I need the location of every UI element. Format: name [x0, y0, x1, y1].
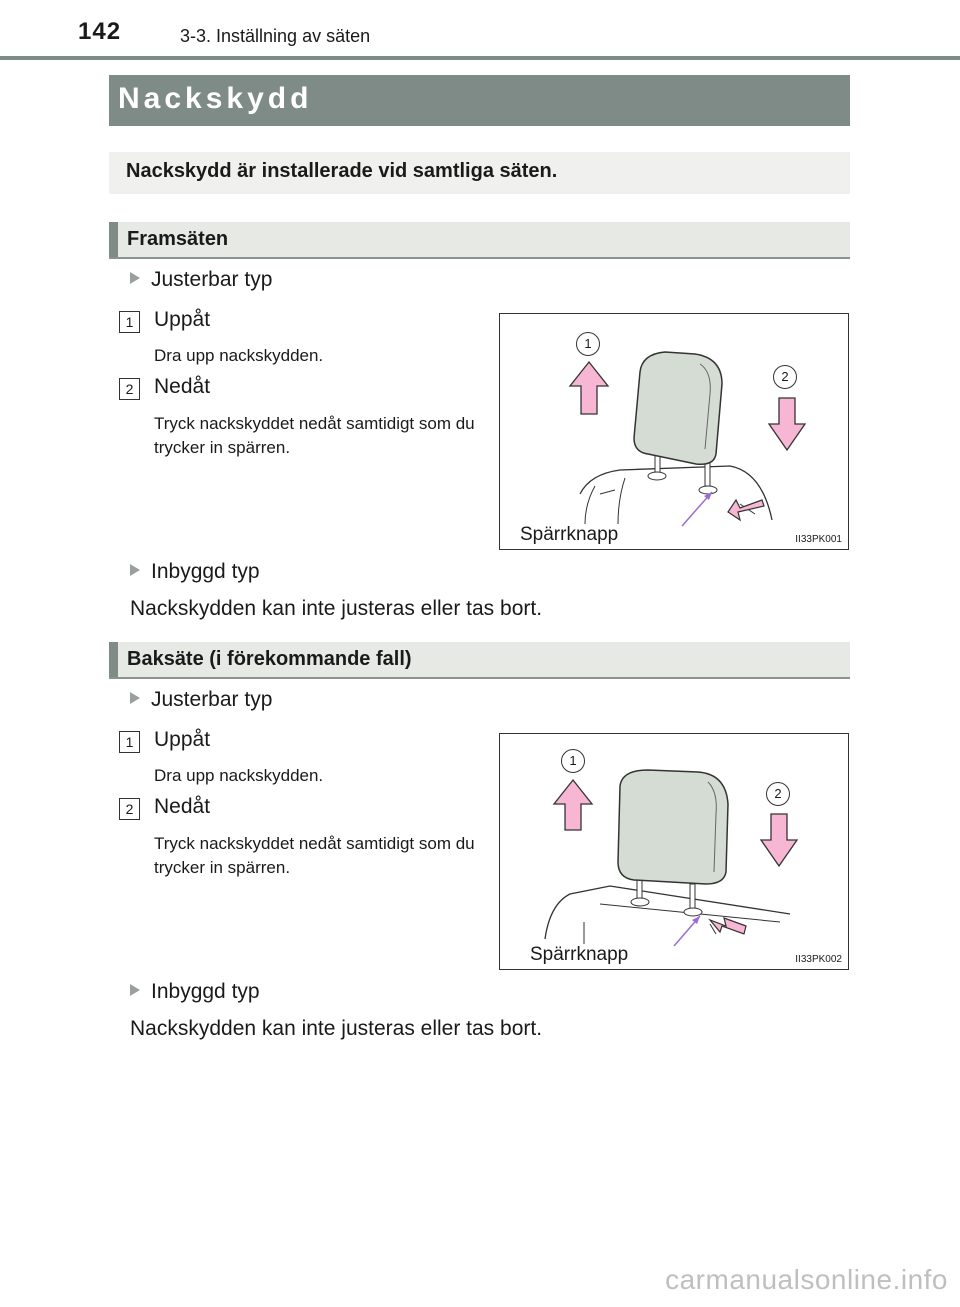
section-header-front-seats [109, 222, 850, 259]
figure-code: II33PK002 [795, 954, 842, 965]
figure-front-headrest [499, 313, 849, 550]
item-desc-down: Tryck nackskyddet nedåt samtidigt som du trycker in spärren. [154, 834, 475, 877]
callout-1: 1 [561, 749, 585, 773]
bullet-builtin-type: Inbyggd typ [130, 980, 260, 1004]
rear-headrest-illustration [500, 734, 849, 970]
section-heading: Baksäte (i förekommande fall) [127, 648, 412, 670]
front-headrest-illustration [500, 314, 849, 550]
item-title-down: Nedåt [154, 375, 211, 398]
page-number: 142 [78, 18, 122, 45]
item-title-down: Nedåt [154, 795, 211, 818]
builtin-text: Nackskydden kan inte justeras eller tas bort. [130, 1017, 543, 1040]
callout-2: 2 [773, 365, 797, 389]
item-desc-up: Dra upp nackskydden. [154, 766, 324, 785]
item-desc-down: Tryck nackskyddet nedåt samtidigt som du trycker in spärren. [154, 414, 475, 457]
item-number-badge: 1 [119, 731, 140, 753]
bullet-builtin-type: Inbyggd typ [130, 560, 260, 584]
section-heading: Framsäten [127, 228, 229, 250]
item-title-up: Uppåt [154, 728, 211, 751]
chapter-title: 3-3. Inställning av säten [180, 26, 371, 46]
triangle-bullet-icon [130, 564, 140, 576]
page-title: Nackskydd [118, 82, 313, 115]
triangle-bullet-icon [130, 692, 140, 704]
intro-box [109, 152, 850, 194]
title-banner [109, 75, 850, 126]
item-number-badge: 2 [119, 378, 140, 400]
item-desc-up: Dra upp nackskydden. [154, 346, 324, 365]
header-divider [0, 56, 960, 60]
builtin-text: Nackskydden kan inte justeras eller tas bort. [130, 597, 543, 620]
bullet-adjustable-type: Justerbar typ [130, 268, 272, 292]
bullet-adjustable-type: Justerbar typ [130, 688, 272, 712]
watermark: carmanualsonline.info [665, 1264, 948, 1295]
figure-label: Spärrknapp [530, 944, 629, 965]
intro-text: Nackskydd är installerade vid samtliga säten. [126, 160, 558, 182]
figure-rear-headrest [499, 733, 849, 970]
triangle-bullet-icon [130, 984, 140, 996]
item-number-badge: 1 [119, 311, 140, 333]
item-number-badge: 2 [119, 798, 140, 820]
figure-label: Spärrknapp [520, 524, 619, 545]
callout-1: 1 [576, 332, 600, 356]
callout-2: 2 [766, 782, 790, 806]
figure-code: II33PK001 [795, 534, 842, 545]
section-header-rear-seat [109, 642, 850, 679]
triangle-bullet-icon [130, 272, 140, 284]
item-title-up: Uppåt [154, 308, 211, 331]
